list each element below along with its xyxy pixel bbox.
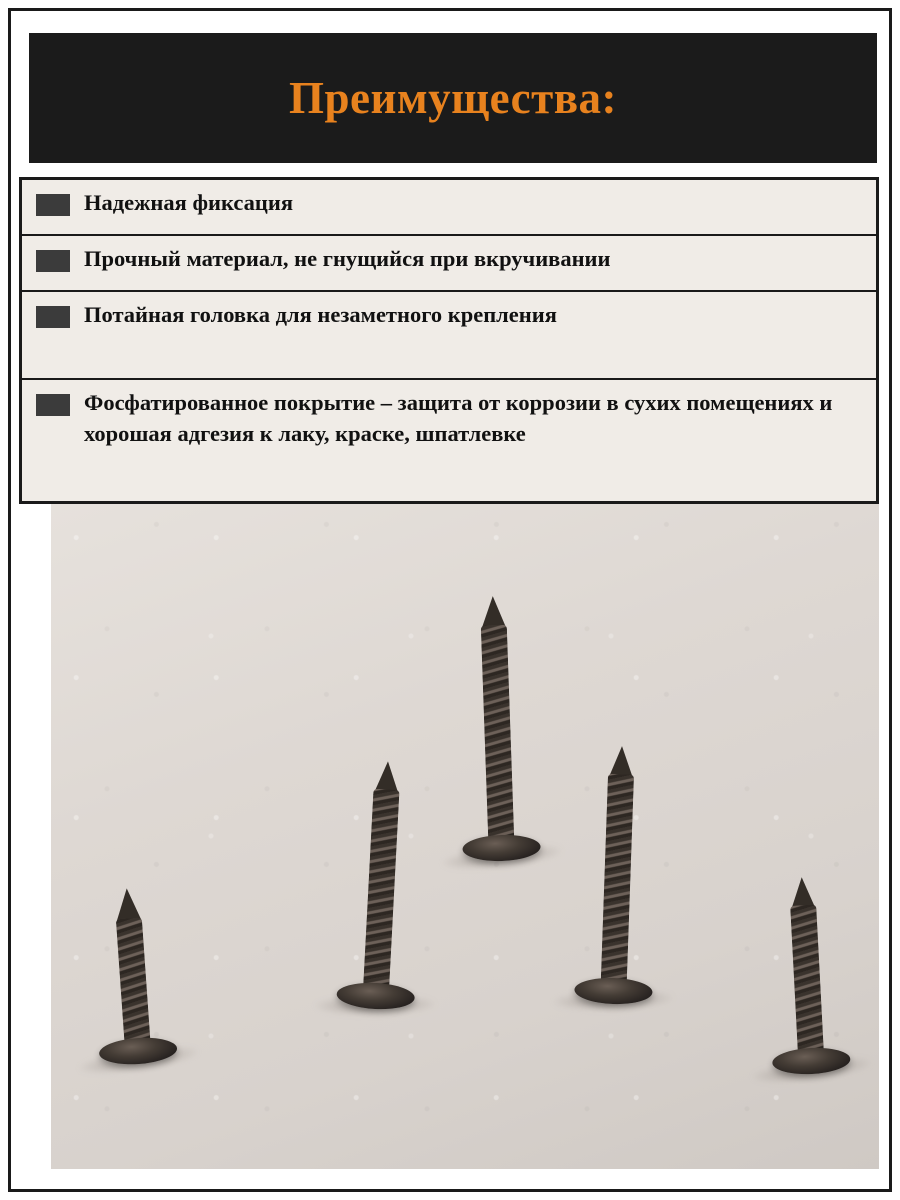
bullet-square-icon	[36, 394, 70, 416]
benefit-item	[22, 380, 876, 504]
bullet-square-icon	[36, 306, 70, 328]
benefits-panel	[19, 177, 879, 504]
product-photo	[51, 504, 879, 1169]
bullet-cell	[22, 380, 84, 416]
bullet-square-icon	[36, 250, 70, 272]
bullet-cell	[22, 180, 84, 216]
header-band	[29, 33, 877, 163]
bullet-cell	[22, 236, 84, 272]
benefit-text: Фосфатированное покрытие – защита от коррозии в сухих помещениях и хорошая адгезия к лаку, краске, шпатлевке	[84, 390, 833, 446]
bullet-cell	[22, 292, 84, 328]
screw-shaft	[116, 917, 151, 1050]
screw-shaft	[600, 774, 634, 991]
screw-shaft	[363, 789, 400, 996]
screw-image	[313, 756, 450, 1012]
benefit-text: Потайная головка для незаметного крепления	[84, 302, 557, 327]
benefit-text: Надежная фиксация	[84, 190, 293, 215]
screw-shaft	[481, 625, 515, 848]
bullet-square-icon	[36, 194, 70, 216]
benefit-item	[22, 292, 876, 380]
screw-image	[67, 880, 199, 1068]
benefit-item	[22, 180, 876, 236]
page-title: Преимущества:	[289, 72, 617, 123]
benefit-item	[22, 236, 876, 292]
screw-image	[432, 594, 563, 863]
screw-image	[741, 871, 873, 1077]
content-frame	[8, 8, 892, 1192]
benefit-text: Прочный материал, не гнущийся при вкручивании	[84, 246, 611, 271]
screw-shaft	[790, 905, 824, 1061]
screw-image	[551, 742, 684, 1006]
